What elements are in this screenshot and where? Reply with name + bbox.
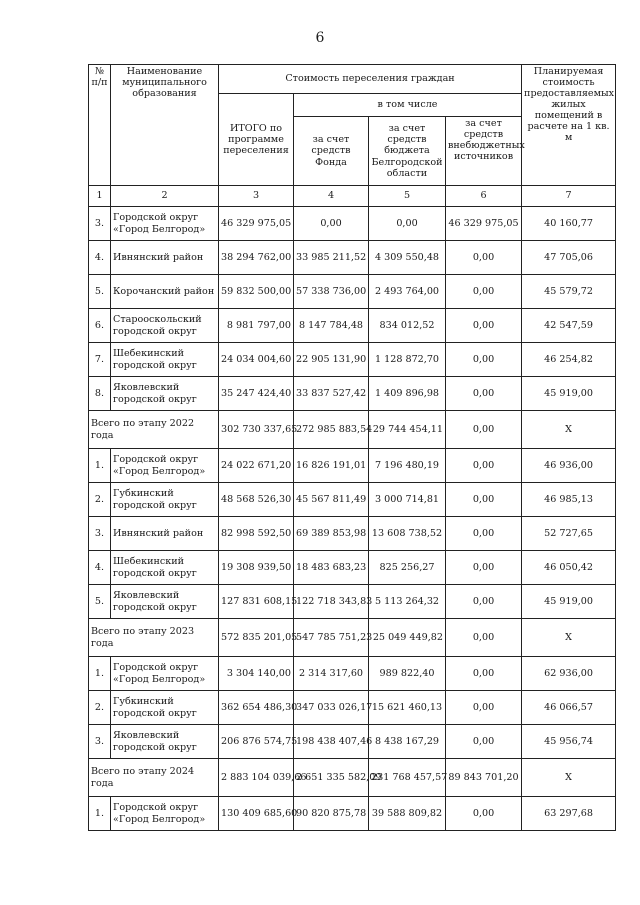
header-name: Наименование муниципального образования — [111, 65, 219, 186]
municipality-name: Шебекинский городской округ — [111, 551, 219, 585]
cell-extra: 46 329 975,05 — [446, 207, 522, 241]
row-number: 5. — [89, 585, 111, 619]
municipality-name: Яковлевский городской округ — [111, 585, 219, 619]
row-number: 5. — [89, 275, 111, 309]
municipality-name: Яковлевский городской округ — [111, 725, 219, 759]
cell-fund: 18 483 683,23 — [294, 551, 369, 585]
row-number: 4. — [89, 241, 111, 275]
cell-total: 59 832 500,00 — [219, 275, 294, 309]
cell-extra: 0,00 — [446, 411, 522, 449]
cell-extra: 0,00 — [446, 275, 522, 309]
cell-extra: 0,00 — [446, 241, 522, 275]
index-cell: 3 — [219, 186, 294, 207]
table-row — [89, 551, 616, 585]
cell-total: 35 247 424,40 — [219, 377, 294, 411]
municipality-name: Губкинский городской округ — [111, 691, 219, 725]
cell-fund: 33 985 211,52 — [294, 241, 369, 275]
cell-total: 48 568 526,30 — [219, 483, 294, 517]
row-number: 1. — [89, 657, 111, 691]
cell-total: 3 304 140,00 — [219, 657, 294, 691]
row-number: 7. — [89, 343, 111, 377]
header-region: за счет средств бюджета Белгородской области — [369, 117, 446, 186]
table-row — [89, 585, 616, 619]
table-row — [89, 797, 616, 831]
stage-total-label: Всего по этапу 2023 года — [89, 619, 219, 657]
table-row — [89, 343, 616, 377]
cell-extra: 0,00 — [446, 449, 522, 483]
table-body — [89, 207, 616, 831]
cell-region: 1 128 872,70 — [369, 343, 446, 377]
municipality-name: Корочанский район — [111, 275, 219, 309]
cell-fund: 57 338 736,00 — [294, 275, 369, 309]
row-number: 1. — [89, 797, 111, 831]
row-number: 2. — [89, 691, 111, 725]
cell-total: 206 876 574,75 — [219, 725, 294, 759]
row-number: 8. — [89, 377, 111, 411]
municipality-name: Старооскольский городской округ — [111, 309, 219, 343]
table-row — [89, 207, 616, 241]
cell-planned: 40 160,77 — [522, 207, 616, 241]
row-number: 3. — [89, 725, 111, 759]
header-extra: за счет средств внебюджетных источников — [446, 117, 522, 186]
municipality-name: Яковлевский городской округ — [111, 377, 219, 411]
index-cell: 7 — [522, 186, 616, 207]
cell-planned: 45 579,72 — [522, 275, 616, 309]
municipality-name: Городской округ «Город Белгород» — [111, 657, 219, 691]
cell-extra: 0,00 — [446, 657, 522, 691]
cell-planned: 46 066,57 — [522, 691, 616, 725]
cell-fund: 2 651 335 582,09 — [294, 759, 369, 797]
cell-region: 15 621 460,13 — [369, 691, 446, 725]
row-number: 4. — [89, 551, 111, 585]
cell-region: 29 744 454,11 — [369, 411, 446, 449]
header-total: ИТОГО по программе переселения — [219, 94, 294, 186]
cell-planned: 63 297,68 — [522, 797, 616, 831]
cell-fund: 45 567 811,49 — [294, 483, 369, 517]
cell-total: 19 308 939,50 — [219, 551, 294, 585]
cell-region: 4 309 550,48 — [369, 241, 446, 275]
cell-extra: 0,00 — [446, 377, 522, 411]
cell-region: 989 822,40 — [369, 657, 446, 691]
cell-fund: 0,00 — [294, 207, 369, 241]
cell-fund: 69 389 853,98 — [294, 517, 369, 551]
cell-total: 38 294 762,00 — [219, 241, 294, 275]
cell-planned: 45 919,00 — [522, 585, 616, 619]
cell-extra: 0,00 — [446, 483, 522, 517]
cell-extra: 89 843 701,20 — [446, 759, 522, 797]
cell-planned: 46 985,13 — [522, 483, 616, 517]
index-cell: 2 — [111, 186, 219, 207]
municipality-name: Городской округ «Город Белгород» — [111, 797, 219, 831]
stage-total-row — [89, 619, 616, 657]
cell-total: 24 034 004,60 — [219, 343, 294, 377]
index-cell: 5 — [369, 186, 446, 207]
cell-fund: 122 718 343,83 — [294, 585, 369, 619]
cell-extra: 0,00 — [446, 585, 522, 619]
cell-extra: 0,00 — [446, 619, 522, 657]
municipality-name: Городской округ «Город Белгород» — [111, 449, 219, 483]
table-row — [89, 309, 616, 343]
index-row — [89, 186, 616, 207]
cell-fund: 272 985 883,54 — [294, 411, 369, 449]
municipality-name: Губкинский городской округ — [111, 483, 219, 517]
cell-extra: 0,00 — [446, 797, 522, 831]
cell-region: 825 256,27 — [369, 551, 446, 585]
cell-region: 13 608 738,52 — [369, 517, 446, 551]
row-number: 1. — [89, 449, 111, 483]
cell-fund: 22 905 131,90 — [294, 343, 369, 377]
index-cell: 4 — [294, 186, 369, 207]
cell-fund: 33 837 527,42 — [294, 377, 369, 411]
cell-region: 0,00 — [369, 207, 446, 241]
cell-planned: 45 956,74 — [522, 725, 616, 759]
table-row — [89, 377, 616, 411]
row-number: 6. — [89, 309, 111, 343]
cell-fund: 198 438 407,46 — [294, 725, 369, 759]
cell-total: 82 998 592,50 — [219, 517, 294, 551]
header-cost-group: Стоимость переселения граждан — [219, 65, 522, 94]
cell-planned: 62 936,00 — [522, 657, 616, 691]
cell-planned: 46 936,00 — [522, 449, 616, 483]
cell-region: 231 768 457,57 — [369, 759, 446, 797]
cell-region: 7 196 480,19 — [369, 449, 446, 483]
cell-total: 572 835 201,05 — [219, 619, 294, 657]
cell-region: 2 493 764,00 — [369, 275, 446, 309]
cell-total: 130 409 685,60 — [219, 797, 294, 831]
resettlement-cost-table — [88, 64, 616, 831]
row-number: 2. — [89, 483, 111, 517]
header-planned: Планируемая стоимость предоставляемых жилых помещений в расчете на 1 кв. м — [522, 65, 616, 186]
cell-fund: 8 147 784,48 — [294, 309, 369, 343]
row-number: 3. — [89, 207, 111, 241]
cell-total: 8 981 797,00 — [219, 309, 294, 343]
municipality-name: Шебекинский городской округ — [111, 343, 219, 377]
table-row — [89, 449, 616, 483]
cell-planned: X — [522, 411, 616, 449]
cell-planned: 47 705,06 — [522, 241, 616, 275]
cell-extra: 0,00 — [446, 551, 522, 585]
cell-fund: 347 033 026,17 — [294, 691, 369, 725]
cell-planned: 45 919,00 — [522, 377, 616, 411]
cell-total: 362 654 486,30 — [219, 691, 294, 725]
table-row — [89, 275, 616, 309]
stage-total-row — [89, 759, 616, 797]
municipality-name: Городской округ «Город Белгород» — [111, 207, 219, 241]
stage-total-label: Всего по этапу 2024 года — [89, 759, 219, 797]
stage-total-label: Всего по этапу 2022 года — [89, 411, 219, 449]
table-row — [89, 725, 616, 759]
cell-total: 127 831 608,15 — [219, 585, 294, 619]
cell-planned: X — [522, 759, 616, 797]
table-row — [89, 657, 616, 691]
index-cell: 6 — [446, 186, 522, 207]
cell-region: 8 438 167,29 — [369, 725, 446, 759]
cell-region: 5 113 264,32 — [369, 585, 446, 619]
table-row — [89, 483, 616, 517]
table-row — [89, 241, 616, 275]
cell-fund: 90 820 875,78 — [294, 797, 369, 831]
cell-region: 39 588 809,82 — [369, 797, 446, 831]
header-including: в том числе — [294, 94, 522, 117]
cell-total: 2 883 104 039,66 — [219, 759, 294, 797]
cell-planned: 46 050,42 — [522, 551, 616, 585]
cell-region: 834 012,52 — [369, 309, 446, 343]
municipality-name: Ивнянский район — [111, 241, 219, 275]
cell-region: 1 409 896,98 — [369, 377, 446, 411]
header-num: № п/п — [89, 65, 111, 186]
index-cell: 1 — [89, 186, 111, 207]
cell-extra: 0,00 — [446, 309, 522, 343]
cell-extra: 0,00 — [446, 725, 522, 759]
row-number: 3. — [89, 517, 111, 551]
cell-region: 3 000 714,81 — [369, 483, 446, 517]
cell-extra: 0,00 — [446, 691, 522, 725]
cell-fund: 16 826 191,01 — [294, 449, 369, 483]
cell-total: 24 022 671,20 — [219, 449, 294, 483]
cell-region: 25 049 449,82 — [369, 619, 446, 657]
stage-total-row — [89, 411, 616, 449]
cell-total: 46 329 975,05 — [219, 207, 294, 241]
municipality-name: Ивнянский район — [111, 517, 219, 551]
cell-planned: 42 547,59 — [522, 309, 616, 343]
cell-fund: 2 314 317,60 — [294, 657, 369, 691]
header-fund: за счет средств Фонда — [294, 117, 369, 186]
cell-total: 302 730 337,65 — [219, 411, 294, 449]
cell-extra: 0,00 — [446, 517, 522, 551]
cell-planned: 52 727,65 — [522, 517, 616, 551]
cell-planned: 46 254,82 — [522, 343, 616, 377]
page-number: 6 — [315, 30, 325, 46]
table-row — [89, 691, 616, 725]
cell-fund: 547 785 751,23 — [294, 619, 369, 657]
cell-extra: 0,00 — [446, 343, 522, 377]
table-row — [89, 517, 616, 551]
cell-planned: X — [522, 619, 616, 657]
